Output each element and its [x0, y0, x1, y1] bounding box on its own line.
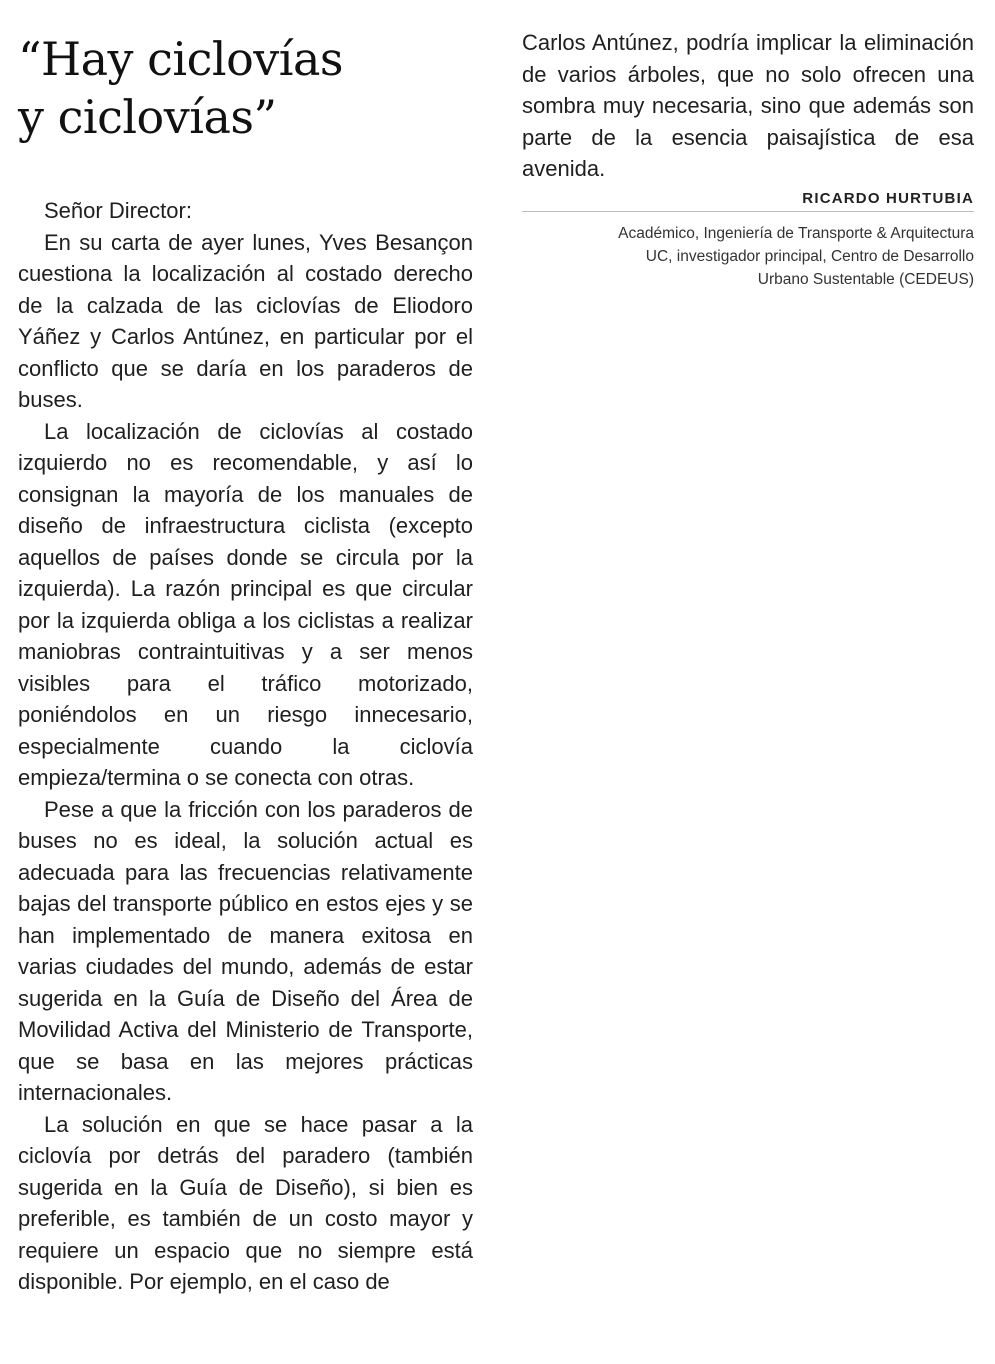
- paragraph-4: La solución en que se hace pasar a la ciclovía por detrás del paradero (también sugerida en la Guía de Diseño), si bien es preferible, es también de un costo mayor y requiere un espacio que no siempre está disponible. Por ejemplo, en el caso de: [18, 1111, 473, 1294]
- paragraph-continuation: Carlos Antúnez, podría implicar la eliminación de varios árboles, que no solo ofrecen una sombra muy necesaria, sino que además son parte de la esencia paisajística de esa avenida.: [522, 30, 974, 181]
- headline-line-1: “Hay ciclovías: [18, 32, 344, 86]
- affiliation-line-2: UC, investigador principal, Centro de Desarrollo: [645, 248, 974, 265]
- headline-line-2: y ciclovías”: [18, 90, 277, 144]
- paragraph-2: La localización de ciclovías al costado izquierdo no es recomendable, y así lo consignan la mayoría de los manuales de diseño de infraestructura ciclista (excepto aquellos de países donde se circula por la izquierda). La razón principal es que circular por la izquierda obliga a los ciclistas a realizar maniobras contraintuitivas y a ser menos visibles para el tráfico motorizado, poniéndolos en un riesgo innecesario, especialmente cuando la ciclovía empieza/termina o se conecta con otras.: [18, 418, 473, 790]
- author-signature: RICARDO HURTUBIA: [522, 190, 974, 212]
- paragraph-1: En su carta de ayer lunes, Yves Besançon cuestiona la localización al costado derecho de la calzada de las ciclovías de Eliodoro Yáñez y Carlos Antúnez, en particular por el conflicto que se daría en los paraderos de buses.: [18, 229, 473, 412]
- left-column: [18, 195, 473, 1298]
- author-affiliation: [500, 222, 974, 291]
- salutation: Señor Director:: [44, 198, 192, 223]
- paragraph-3: Pese a que la fricción con los paraderos de buses no es ideal, la solución actual es adecuada para las frecuencias relativamente bajas del transporte público en estos ejes y se han implementado de manera exitosa en varias ciudades del mundo, además de estar sugerida en la Guía de Diseño del Área de Movilidad Activa del Ministerio de Transporte, que se basa en las mejores prácticas internacionales.: [18, 796, 473, 1105]
- affiliation-line-3: Urbano Sustentable (CEDEUS): [757, 271, 974, 288]
- affiliation-line-1: Académico, Ingeniería de Transporte & Arquitectura: [618, 225, 974, 242]
- headline: [18, 30, 478, 146]
- right-column: [522, 27, 974, 185]
